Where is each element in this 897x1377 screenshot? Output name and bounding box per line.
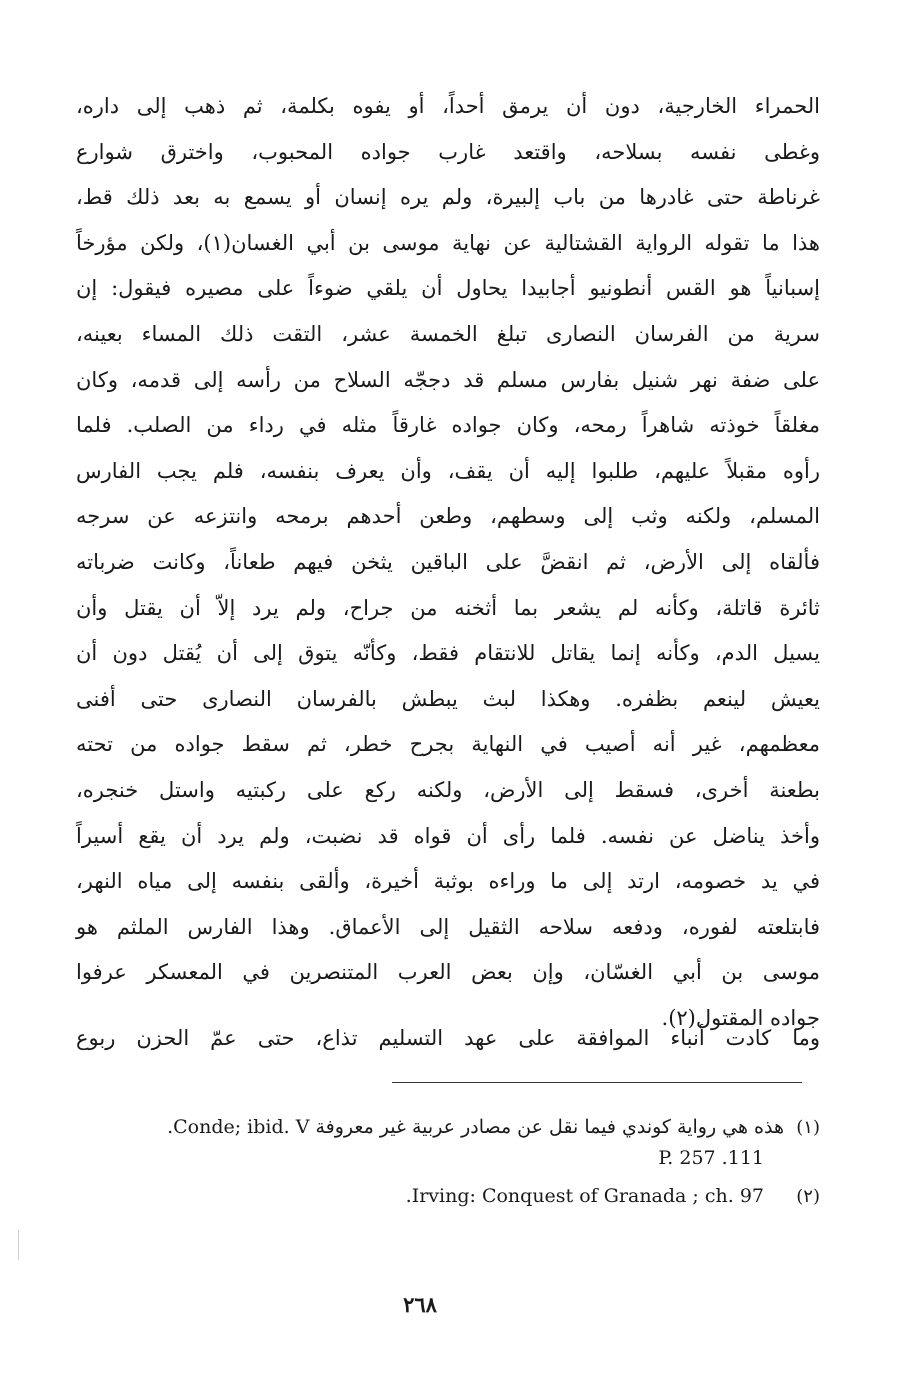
text-line: ثائرة قاتلة، وكأنه لم يشعر بما أثخنه من جراح، ولم يرد إلاّ أن يقتل وأن — [76, 595, 820, 620]
scan-margin-mark — [18, 1230, 19, 1260]
text-line: غرناطة حتى غادرها من باب إلبيرة، ولم يره إنسان أو يسمع به بعد ذلك قط، — [76, 185, 820, 210]
text-line-last: جواده المقتول(٢). — [661, 1005, 820, 1030]
text-line: معظمهم، غير أنه أصيب في النهاية بجرح خطر، ثم سقط جواده من تحته — [76, 732, 820, 757]
text-line: وغطى نفسه بسلاحه، واقتعد غارب جواده المحبوب، واخترق شوارع — [76, 139, 820, 164]
footnote-separator — [392, 1082, 802, 1083]
second-paragraph — [76, 1016, 820, 1062]
text-line: بطعنة أخرى، فسقط إلى الأرض، ولكنه ركع على ركبتيه واستل خنجره، — [76, 777, 820, 802]
text-line: مغلقاً خوذته شاهراً رمحه، وكان جواده غارقاً مثله في رداء من الصلب. فلما — [76, 413, 820, 438]
text-line: إسبانياً هو القس أنطونيو أجابيدا يحاول أن يلقي ضوءاً على مصيره فيقول: إن — [76, 276, 820, 301]
footnote-number: (١) — [796, 1117, 820, 1138]
text-line: يعيش لينعم بظفره. وهكذا لبث يبطش بالفرسان النصارى حتى أفنى — [76, 686, 820, 711]
main-paragraph — [76, 84, 820, 1041]
text-line: رأوه مقبلاً عليهم، طلبوا إليه أن يقف، وأن يعرف بنفسه، فلم يجب الفارس — [76, 458, 820, 483]
footnotes — [76, 1112, 820, 1212]
text-line: سرية من الفرسان النصارى تبلغ الخمسة عشر، التقت ذلك المساء بعينه، — [76, 321, 820, 346]
text-line: فابتلعته لفوره، ودفعه سلاحه الثقيل إلى الأعماق. وهذا الفارس الملثم هو — [76, 914, 820, 939]
footnote-number: (٢) — [796, 1186, 820, 1207]
text-line: وما كادت أنباء الموافقة على عهد التسليم تذاع، حتى عمّ الحزن ربوع — [76, 1026, 820, 1050]
text-line: في يد خصومه، ارتد إلى ما وراءه بوثبة أخيرة، وألقى بنفسه إلى مياه النهر، — [76, 869, 820, 894]
footnote-text: Irving: Conquest of Granada ; ch. 97. — [405, 1185, 764, 1207]
text-line: الحمراء الخارجية، دون أن يرمق أحداً، أو يفوه بكلمة، ثم ذهب إلى داره، — [76, 94, 820, 118]
page-number: ٢٦٨ — [403, 1292, 437, 1317]
text-line: موسى بن أبي الغسّان، وإن بعض العرب المتنصرين في المعسكر عرفوا — [76, 960, 820, 985]
text-line: فألقاه إلى الأرض، ثم انقضَّ على الباقين يثخن فيهم طعاناً، وكانت ضرباته — [76, 549, 820, 574]
footnote-1 — [76, 1112, 820, 1173]
footnote-2 — [76, 1181, 820, 1212]
text-line: هذا ما تقوله الرواية القشتالية عن نهاية موسى بن أبي الغسان(١)، ولكن مؤرخاً — [76, 230, 820, 255]
text-line: المسلم، ولكنه وثب إلى وسطهم، وطعن أحدهم برمحه وانتزعه عن سرجه — [76, 504, 820, 529]
footnote-text: هذه هي رواية كوندي فيما نقل عن مصادر عربية غير معروفة Conde; ibid. V. — [167, 1116, 784, 1138]
text-line: على ضفة نهر شنيل بفارس مسلم قد دججّه السلاح من رأسه إلى قدمه، وكان — [76, 367, 820, 392]
text-line: وأخذ يناضل عن نفسه. فلما رأى أن قواه قد نضبت، ولم يرد أن يقع أسيراً — [76, 823, 820, 848]
footnote-continuation: 111. P. 257 — [658, 1147, 764, 1169]
text-line: يسيل الدم، وكأنه إنما يقاتل للانتقام فقط، وكأنّه يتوق إلى أن يُقتل دون أن — [76, 641, 820, 666]
